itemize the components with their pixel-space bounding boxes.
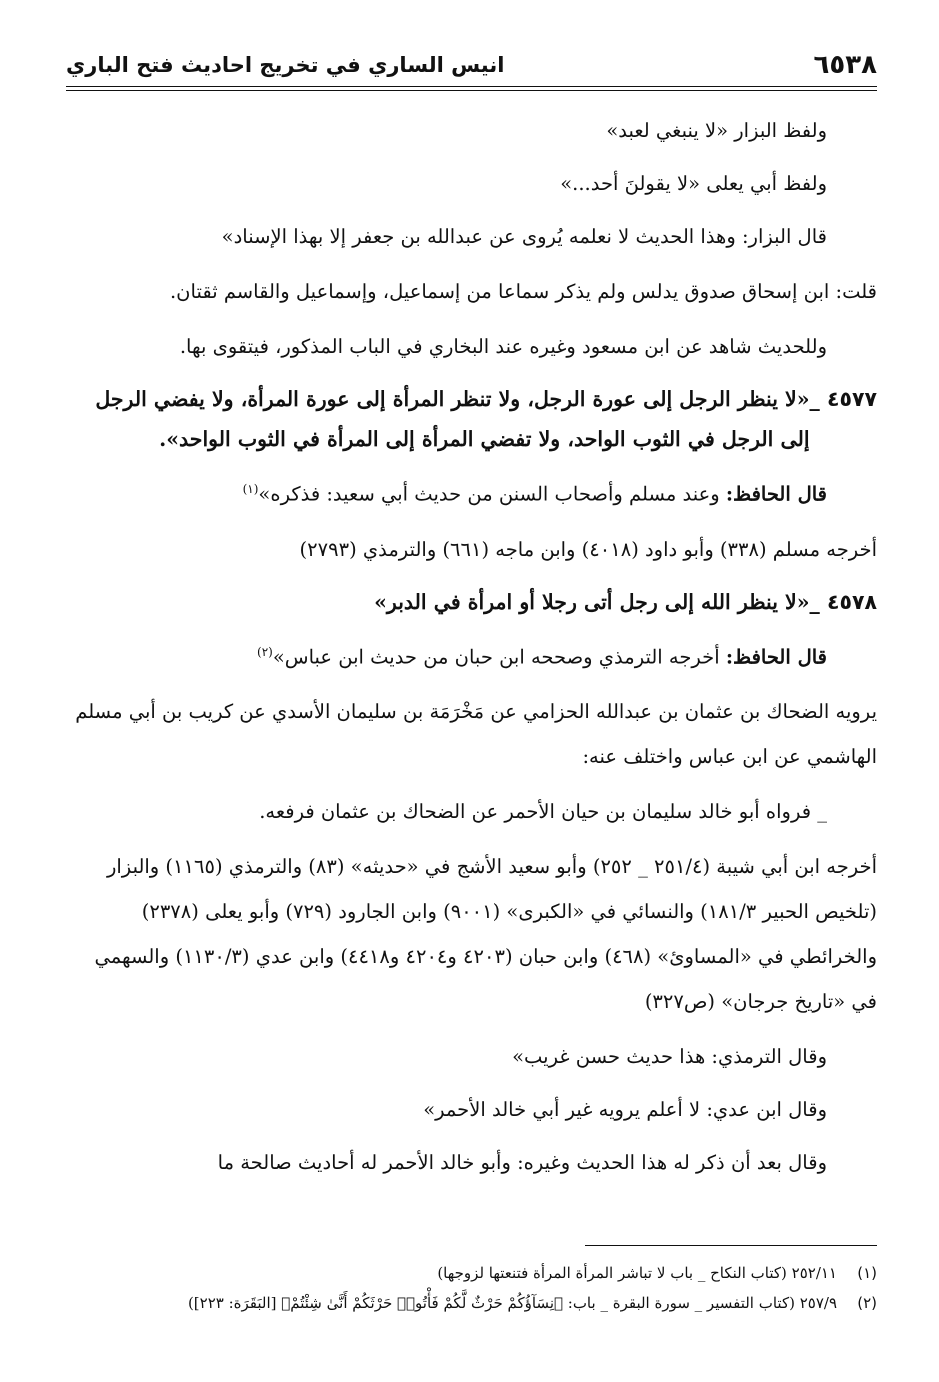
- paragraph: يرويه الضحاك بن عثمان بن عبدالله الحزامي عن مَخْرَمَة بن سليمان الأسدي عن كريب بن أبي مسلم الهاشمي عن ابن عباس واختلف عنه:: [75, 700, 877, 768]
- paragraph: أخرجه ابن أبي شيبة (٢٥١/٤ _ ٢٥٢) وأبو سعيد الأشج في «حديثه» (٨٣) والترمذي (١١٦٥) والبزار (تلخيص الحبير ١٨١/٣) والنسائي في «الكبرى» (٩٠٠١) وابن الجارود (٧٢٩) وأبو يعلى (٢٣٧٨) والخرائطي في «المساوئ» (٤٦٨) وابن حبان (٤٢٠٣ و٤٢٠٤ و٤٤١٨) وابن عدي (١١٣٠/٣) والسهمي في «تاريخ جرجان» (ص٣٢٧): [94, 855, 877, 1013]
- footnotes: [68, 1258, 877, 1318]
- paragraph: قال البزار: وهذا الحديث لا نعلمه يُروى عن عبدالله بن جعفر إلا بهذا الإسناد»: [221, 225, 827, 248]
- hafiz-label: قال الحافظ:: [725, 645, 827, 668]
- main-text: [68, 108, 877, 1195]
- footnote-ref: (٢): [257, 644, 273, 659]
- paragraph: ولفظ البزار «لا ينبغي لعبد»: [606, 119, 827, 142]
- paragraph: قال الحافظ: وعند مسلم وأصحاب السنن من حديث أبي سعيد: فذكره»$^{(١)}$: [242, 482, 827, 506]
- paragraph: وقال الترمذي: هذا حديث حسن غريب»: [512, 1045, 827, 1068]
- footnote-ref: (١): [242, 482, 259, 496]
- page-header: [66, 48, 877, 82]
- page-number: ٦٥٣٨: [813, 50, 877, 80]
- paragraph: أخرجه مسلم (٣٣٨) وأبو داود (٤٠١٨) وابن ماجه (٦٦١) والترمذي (٢٧٩٣): [299, 537, 877, 561]
- hadith-text: «لا ينظر الرجل إلى عورة الرجل، ولا تنظر المرأة إلى عورة المرأة، ولا يفضي الرجل إلى الرجل في الثوب الواحد، ولا تفضي المرأة إلى المرأة في الثوب الواحد».: [95, 387, 810, 451]
- hafiz-label: قال الحافظ:: [725, 482, 827, 506]
- running-title: انيس الساري في تخريج احاديث فتح الباري: [66, 53, 505, 77]
- footnote: [68, 1258, 877, 1288]
- paragraph: وقال بعد أن ذكر له هذا الحديث وغيره: وأبو خالد الأحمر له أحاديث صالحة ما: [217, 1151, 827, 1174]
- paragraph: ولفظ أبي يعلى «لا يقولنَ أحد...»: [560, 172, 827, 195]
- header-rule-bottom: [66, 90, 877, 91]
- paragraph: قال الحافظ: أخرجه الترمذي وصححه ابن حبان من حديث ابن عباس»$^{(٢)}$: [257, 644, 827, 668]
- hadith-number: ٤٥٧٨ _: [809, 589, 877, 614]
- paragraph: وللحديث شاهد عن ابن مسعود وغيره عند البخاري في الباب المذكور، فيتقوى بها.: [179, 335, 827, 358]
- footnote: [68, 1288, 877, 1318]
- hadith-4578: [68, 582, 877, 622]
- footnote-text: ٢٥٢/١١ (كتاب النكاح _ باب لا تباشر المرأة المرأة فتنعتها لزوجها): [437, 1264, 837, 1282]
- paragraph: _ فرواه أبو خالد سليمان بن حيان الأحمر عن الضحاك بن عثمان فرفعه.: [259, 800, 827, 823]
- paragraph: قلت: ابن إسحاق صدوق يدلس ولم يذكر سماعا من إسماعيل، وإسماعيل والقاسم ثقتان.: [169, 280, 877, 303]
- footnote-number: (٢): [857, 1294, 877, 1312]
- footnote-separator: [585, 1245, 877, 1246]
- paragraph: وقال ابن عدي: لا أعلم يرويه غير أبي خالد الأحمر»: [423, 1098, 827, 1121]
- header-rule-top: [66, 86, 877, 87]
- footnote-number: (١): [857, 1264, 877, 1282]
- hadith-text: «لا ينظر الله إلى رجل أتى رجلا أو امرأة في الدبر»: [374, 589, 810, 614]
- hadith-4577: [68, 379, 877, 459]
- footnote-text: ٢٥٧/٩ (كتاب التفسير _ سورة البقرة _ باب: ﴿نِسَآؤُكُمْ حَرْثٌ لَّكُمْ فَأْتُوا۟ حَرْثَكُمْ أَنَّىٰ شِئْتُمْ﴾ [البَقَرَة: ٢٢٣]): [187, 1294, 837, 1312]
- hadith-number: ٤٥٧٧ _: [809, 387, 877, 411]
